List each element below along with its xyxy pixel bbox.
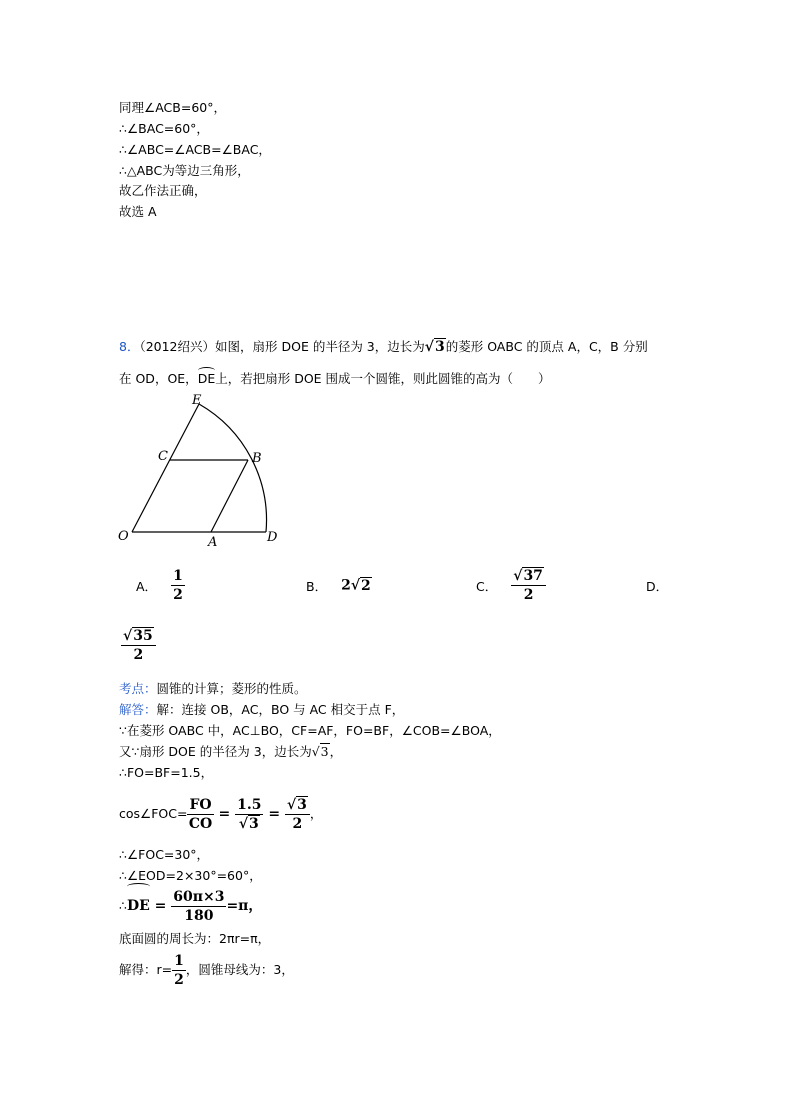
kaodian-text: 圆锥的计算；菱形的性质。 (156, 681, 307, 696)
option-b-label: B． (306, 579, 328, 594)
label-d: D (267, 530, 278, 545)
solution-line: ∵在菱形 OABC 中，AC⊥BO，CF=AF，FO=BF，∠COB=∠BOA， (119, 723, 501, 738)
option-b[interactable] (306, 577, 372, 595)
text-line: 故选 A (119, 204, 157, 219)
solution-line: 解得：r= $\frac{1}{2}$ ，圆锥母线为：3， (119, 952, 294, 988)
kaodian-line (119, 680, 307, 698)
arc-ed (199, 404, 267, 532)
solution-line: ∴FO=BF=1.5， (119, 765, 214, 780)
problem-source: （2012绍兴） (139, 339, 216, 354)
arc-length-equation: ∴DE = $\frac{60\pi\times 3}{180}$ =π， (119, 886, 262, 926)
jieda-text: 解：连接 OB，AC，BO 与 AC 相交于点 F， (156, 702, 405, 717)
problem-text: 如图，扇形 DOE 的半径为 3，边长为 (215, 339, 425, 354)
sqrt-expression: √3 (424, 339, 445, 355)
label-c: C (158, 449, 168, 464)
option-a-value: $\frac{1}{2}$ (173, 568, 183, 603)
option-d-label-row[interactable] (646, 577, 668, 595)
kaodian-label: 考点： (119, 681, 157, 696)
option-c-value: $\frac{√37}{2}$ (511, 568, 546, 604)
option-d-value: $\frac{√35}{2}$ (121, 628, 156, 664)
geometry-figure (112, 392, 287, 552)
label-e: E (192, 393, 202, 408)
problem-text: 在 OD，OE， (119, 371, 198, 386)
problem-text: 上，若把扇形 DOE 围成一个圆锥，则此圆锥的高为（ ） (215, 371, 551, 386)
option-a-label: A． (136, 579, 158, 594)
problem-statement-line1 (119, 338, 648, 356)
option-a[interactable] (136, 568, 185, 604)
cos-equation: cos∠FOC= $\frac{FO}{CO}$ = $\frac{1.5}{√3}$ = $\frac{√3}{2}$ ， (119, 796, 323, 832)
problem-number: 8． (119, 339, 140, 354)
segment-ab (211, 460, 248, 532)
solution-line: ∴∠FOC=30°， (119, 847, 210, 862)
text-line: 故乙作法正确， (119, 183, 207, 198)
text-line: ∴△ABC为等边三角形， (119, 163, 250, 178)
label-o: O (118, 529, 129, 544)
option-b-value: 2√2 (341, 577, 371, 594)
option-c[interactable] (476, 568, 546, 604)
option-d-label: D． (646, 579, 669, 594)
solution-line: ∴∠EOD=2×30°=60°， (119, 868, 262, 883)
label-b: B (252, 451, 262, 466)
segment-oe (132, 404, 199, 532)
arc-de: DE (197, 371, 216, 386)
text-line: 同理∠ACB=60°， (119, 100, 226, 115)
jieda-line (119, 701, 404, 719)
label-a: A (208, 535, 218, 550)
solution-line: 又∵扇形 DOE 的半径为 3，边长为√3， (119, 744, 343, 759)
problem-statement-line2 (119, 370, 551, 388)
jieda-label: 解答： (119, 702, 157, 717)
option-c-label: C． (476, 579, 498, 594)
problem-text: 的菱形 OABC 的顶点 A，C，B 分别 (445, 339, 648, 354)
text-line: ∴∠BAC=60°， (119, 121, 209, 136)
text-line: ∴∠ABC=∠ACB=∠BAC， (119, 142, 271, 157)
solution-line: 底面圆的周长为：2πr=π， (119, 931, 271, 946)
